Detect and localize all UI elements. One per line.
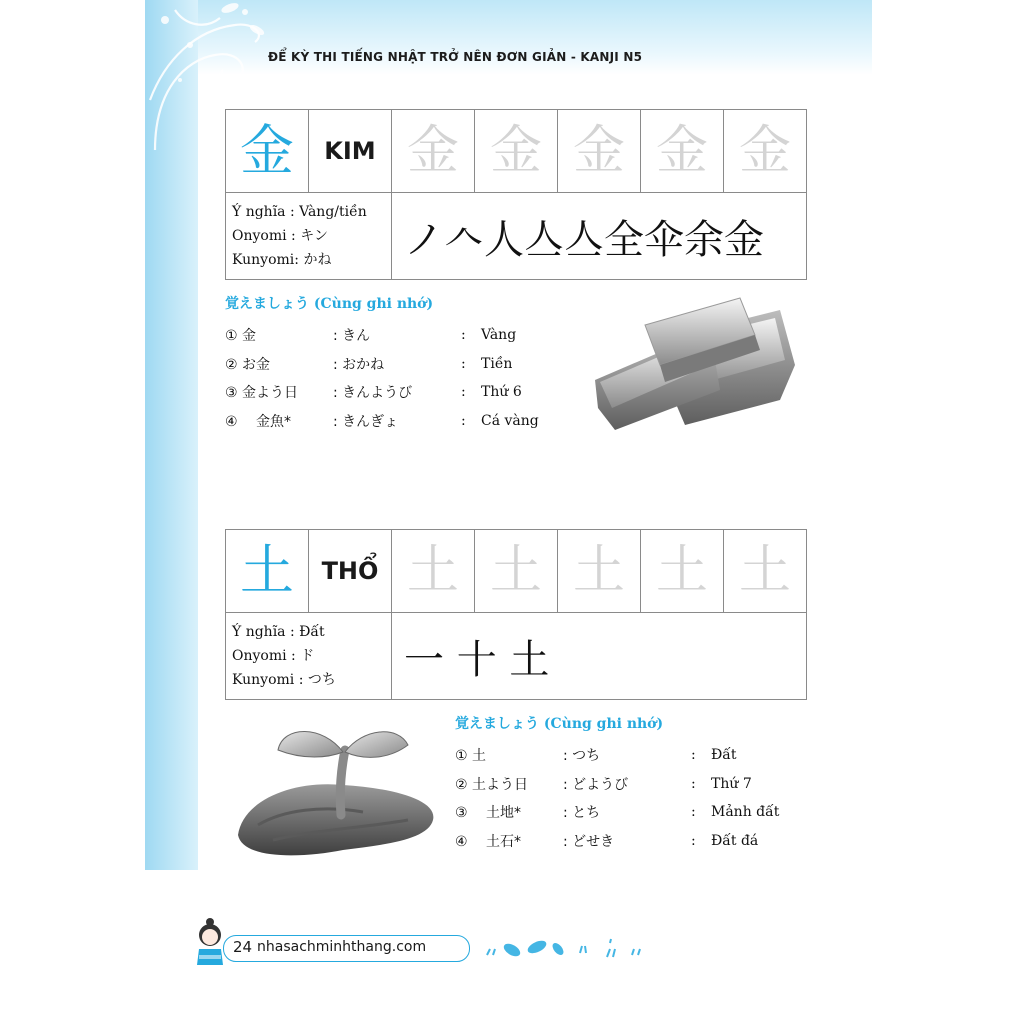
practice-cell: 金 <box>558 110 641 193</box>
stroke-order: 一 十 土 <box>392 613 807 700</box>
page-header-title: ĐỂ KỲ THI TIẾNG NHẬT TRỞ NÊN ĐƠN GIẢN - KANJI N5 <box>268 50 643 64</box>
vocab-title-jp: 覚えましょう <box>455 716 539 732</box>
vocab-reading: : どせき <box>563 833 615 850</box>
vocab-meaning: Mảnh đất <box>711 804 780 821</box>
vocab-meaning: Thứ 7 <box>711 775 752 792</box>
website-link[interactable]: nhasachminhthang.com <box>257 939 427 955</box>
page-footer <box>197 935 577 963</box>
vocab-word: ② 土よう日 <box>455 776 529 793</box>
page-number: 24 <box>233 938 253 956</box>
vocab-reading: : とち <box>563 805 601 822</box>
vocab-row <box>455 770 779 799</box>
practice-cell: 土 <box>641 530 724 613</box>
kanji-info <box>226 613 392 700</box>
practice-cell: 土 <box>558 530 641 613</box>
vocab-word: ② お金 <box>225 356 271 373</box>
practice-cell: 土 <box>724 530 807 613</box>
kanji-character: 金 <box>226 110 309 193</box>
vocab-reading: : どようび <box>563 776 629 793</box>
vocab-reading: : おかね <box>333 356 385 373</box>
separator: : <box>461 355 466 372</box>
separator: : <box>691 747 696 764</box>
kanji-meaning: Ý nghĩa : Vàng/tiền <box>232 204 367 220</box>
vocab-meaning: Cá vàng <box>481 412 539 429</box>
practice-cell: 金 <box>392 110 475 193</box>
vocab-title-vi: (Cùng ghi nhớ) <box>543 716 664 732</box>
vocab-word: ③ 土地* <box>455 805 522 822</box>
vocab-row <box>455 798 779 827</box>
vocab-meaning: Đất đá <box>711 832 759 849</box>
kanji-info <box>226 193 392 280</box>
kanji-kunyomi: Kunyomi: かね <box>232 252 332 268</box>
vocab-reading: : きん <box>333 328 371 345</box>
sprout-illustration <box>233 720 443 865</box>
vocab-title-jp: 覚えましょう <box>225 296 309 312</box>
separator: : <box>691 804 696 821</box>
separator: : <box>461 412 466 429</box>
kanji-meaning: Ý nghĩa : Đất <box>232 624 325 640</box>
vocab-meaning: Tiền <box>481 355 513 372</box>
vocab-reading: : つち <box>563 748 601 765</box>
vocab-reading: : きんぎょ <box>333 413 399 430</box>
vocab-row <box>225 321 539 350</box>
vocab-list-tho <box>455 713 779 855</box>
kanji-card-tho <box>225 529 807 700</box>
kanji-card-kim <box>225 109 807 280</box>
separator: : <box>461 384 466 401</box>
kanji-name: KIM <box>309 110 392 193</box>
vocab-list-kim <box>225 293 539 435</box>
practice-cell: 金 <box>641 110 724 193</box>
vocab-word: ① 金 <box>225 328 257 345</box>
practice-cell: 金 <box>475 110 558 193</box>
vocab-word: ④ 金魚* <box>225 413 292 430</box>
leaf-decoration-icon <box>482 935 662 965</box>
vocab-row <box>225 378 539 407</box>
kanji-onyomi: Onyomi : ド <box>232 648 315 664</box>
vocab-word: ④ 土石* <box>455 833 522 850</box>
vocab-title <box>455 713 779 733</box>
separator: : <box>461 327 466 344</box>
practice-cell: 土 <box>392 530 475 613</box>
vocab-row <box>225 407 539 436</box>
vocab-word: ③ 金よう日 <box>225 385 299 402</box>
vocab-row <box>455 827 779 856</box>
vocab-meaning: Đất <box>711 747 737 764</box>
stroke-order: ノ𠆢人亼亼全伞余金 <box>392 193 807 280</box>
kanji-name: THỔ <box>309 530 392 613</box>
vocab-title-vi: (Cùng ghi nhớ) <box>313 296 434 312</box>
separator: : <box>691 832 696 849</box>
practice-cell: 土 <box>475 530 558 613</box>
vocab-word: ① 土 <box>455 748 487 765</box>
separator: : <box>691 775 696 792</box>
vocab-meaning: Thứ 6 <box>481 384 522 401</box>
kanji-kunyomi: Kunyomi : つち <box>232 672 336 688</box>
vocab-title <box>225 293 539 313</box>
vocab-reading: : きんようび <box>333 385 413 402</box>
kanji-character: 土 <box>226 530 309 613</box>
gold-bars-illustration <box>590 290 805 435</box>
vocab-row <box>455 741 779 770</box>
kanji-onyomi: Onyomi : キン <box>232 228 329 244</box>
book-page <box>145 0 872 1017</box>
vocab-meaning: Vàng <box>481 327 517 344</box>
vocab-row <box>225 350 539 379</box>
practice-cell: 金 <box>724 110 807 193</box>
